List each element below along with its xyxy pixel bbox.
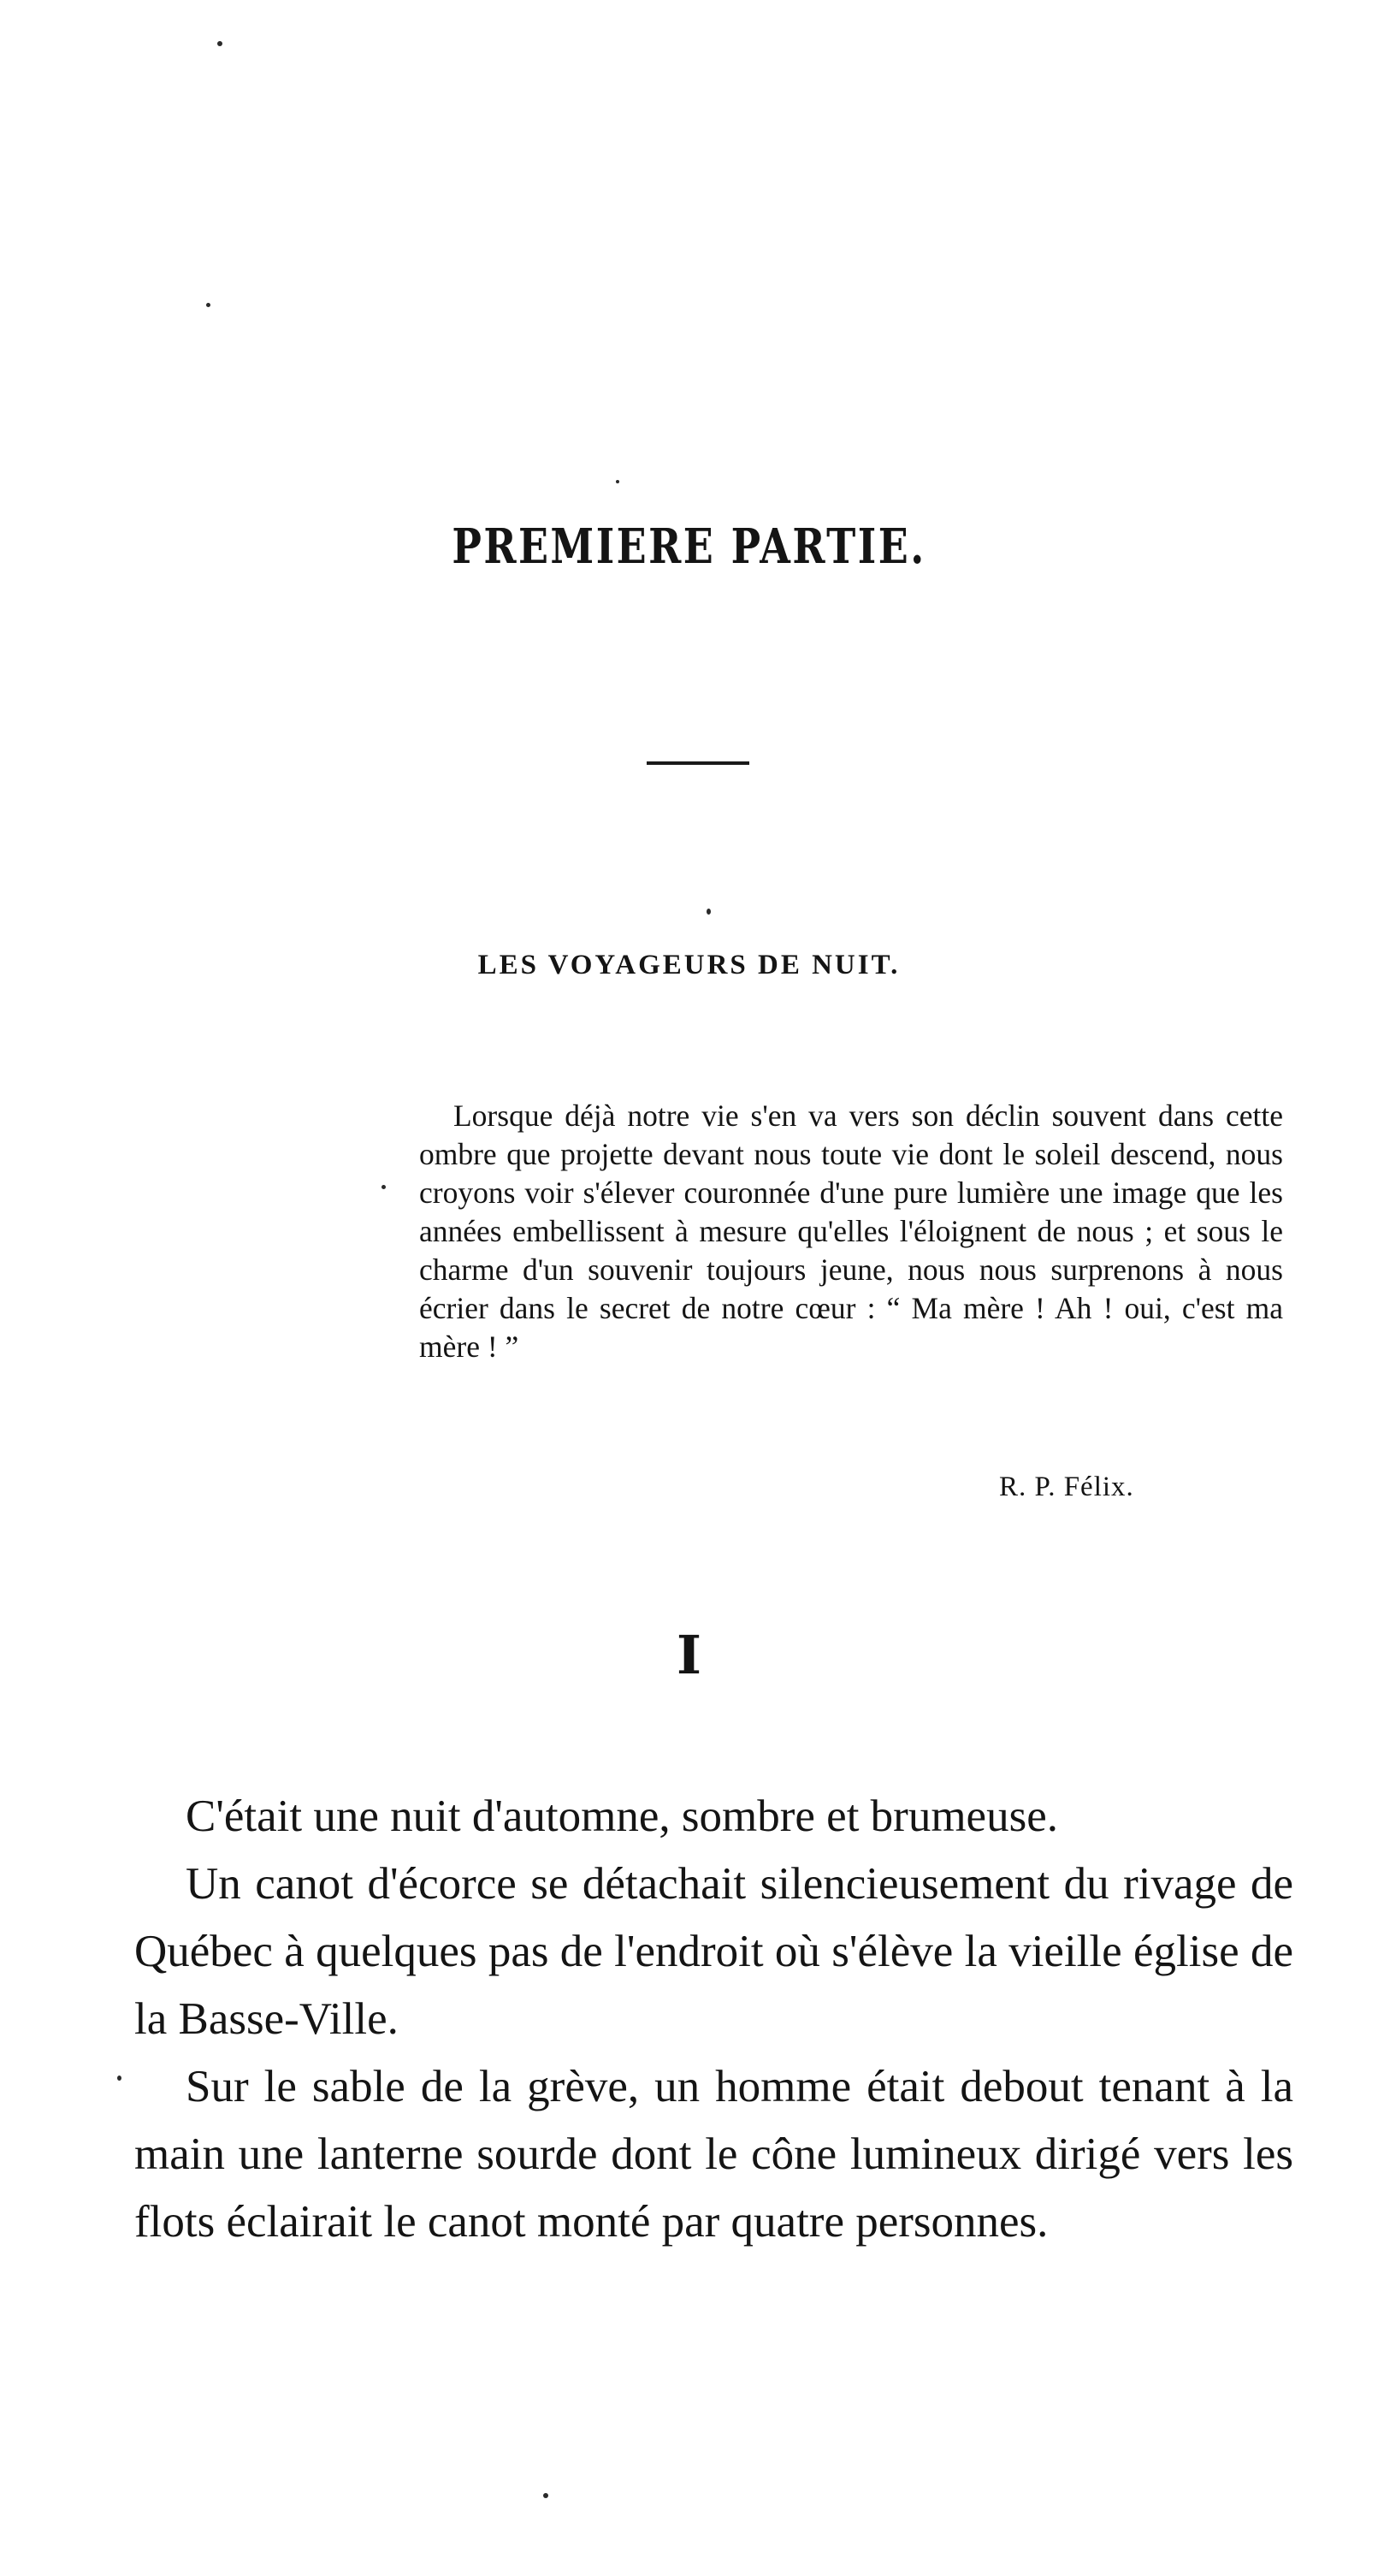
paragraph: Sur le sable de la grève, un homme était debout tenant à la main une lanterne sourde dont le cône lumineux dirigé vers les flots éclairait le canot monté par quatre personnes. <box>134 2062 1293 2247</box>
print-speck <box>543 2493 548 2498</box>
chapter-heading: LES VOYAGEURS DE NUIT. <box>477 950 901 980</box>
epigraph <box>419 1097 1283 1366</box>
part-title: PREMIERE PARTIE. <box>452 518 926 575</box>
print-speck <box>381 1185 386 1189</box>
epigraph-text: Lorsque déjà notre vie s'en va vers son déclin souvent dans cette ombre que projette devant nous toute vie dont le soleil descend, nous croyons voir s'élever couronnée d'une pure lumière une image que les années embellissent à mesure qu'elles l'éloignent de nous ; et sous le charme d'un souvenir toujours jeune, nous nous surprenons à nous écrier dans le secret de notre cœur : “ Ma mère ! Ah ! oui, c'est ma mère ! ” <box>419 1099 1283 1364</box>
paragraph: C'était une nuit d'automne, sombre et brumeuse. <box>186 1791 1058 1841</box>
title-divider-rule <box>647 761 749 765</box>
section-numeral: I <box>676 1624 701 1686</box>
epigraph-author: R. P. Félix. <box>999 1472 1134 1502</box>
body-text <box>134 1783 1293 2256</box>
print-speck <box>707 909 711 915</box>
print-speck <box>117 2076 121 2081</box>
paragraph: Un canot d'écorce se détachait silencieusement du rivage de Québec à quelques pas de l'endroit où s'élève la vieille église de la Basse-Ville. <box>134 1859 1293 2044</box>
print-speck <box>217 41 222 46</box>
print-speck <box>206 303 210 307</box>
print-speck <box>616 480 619 483</box>
